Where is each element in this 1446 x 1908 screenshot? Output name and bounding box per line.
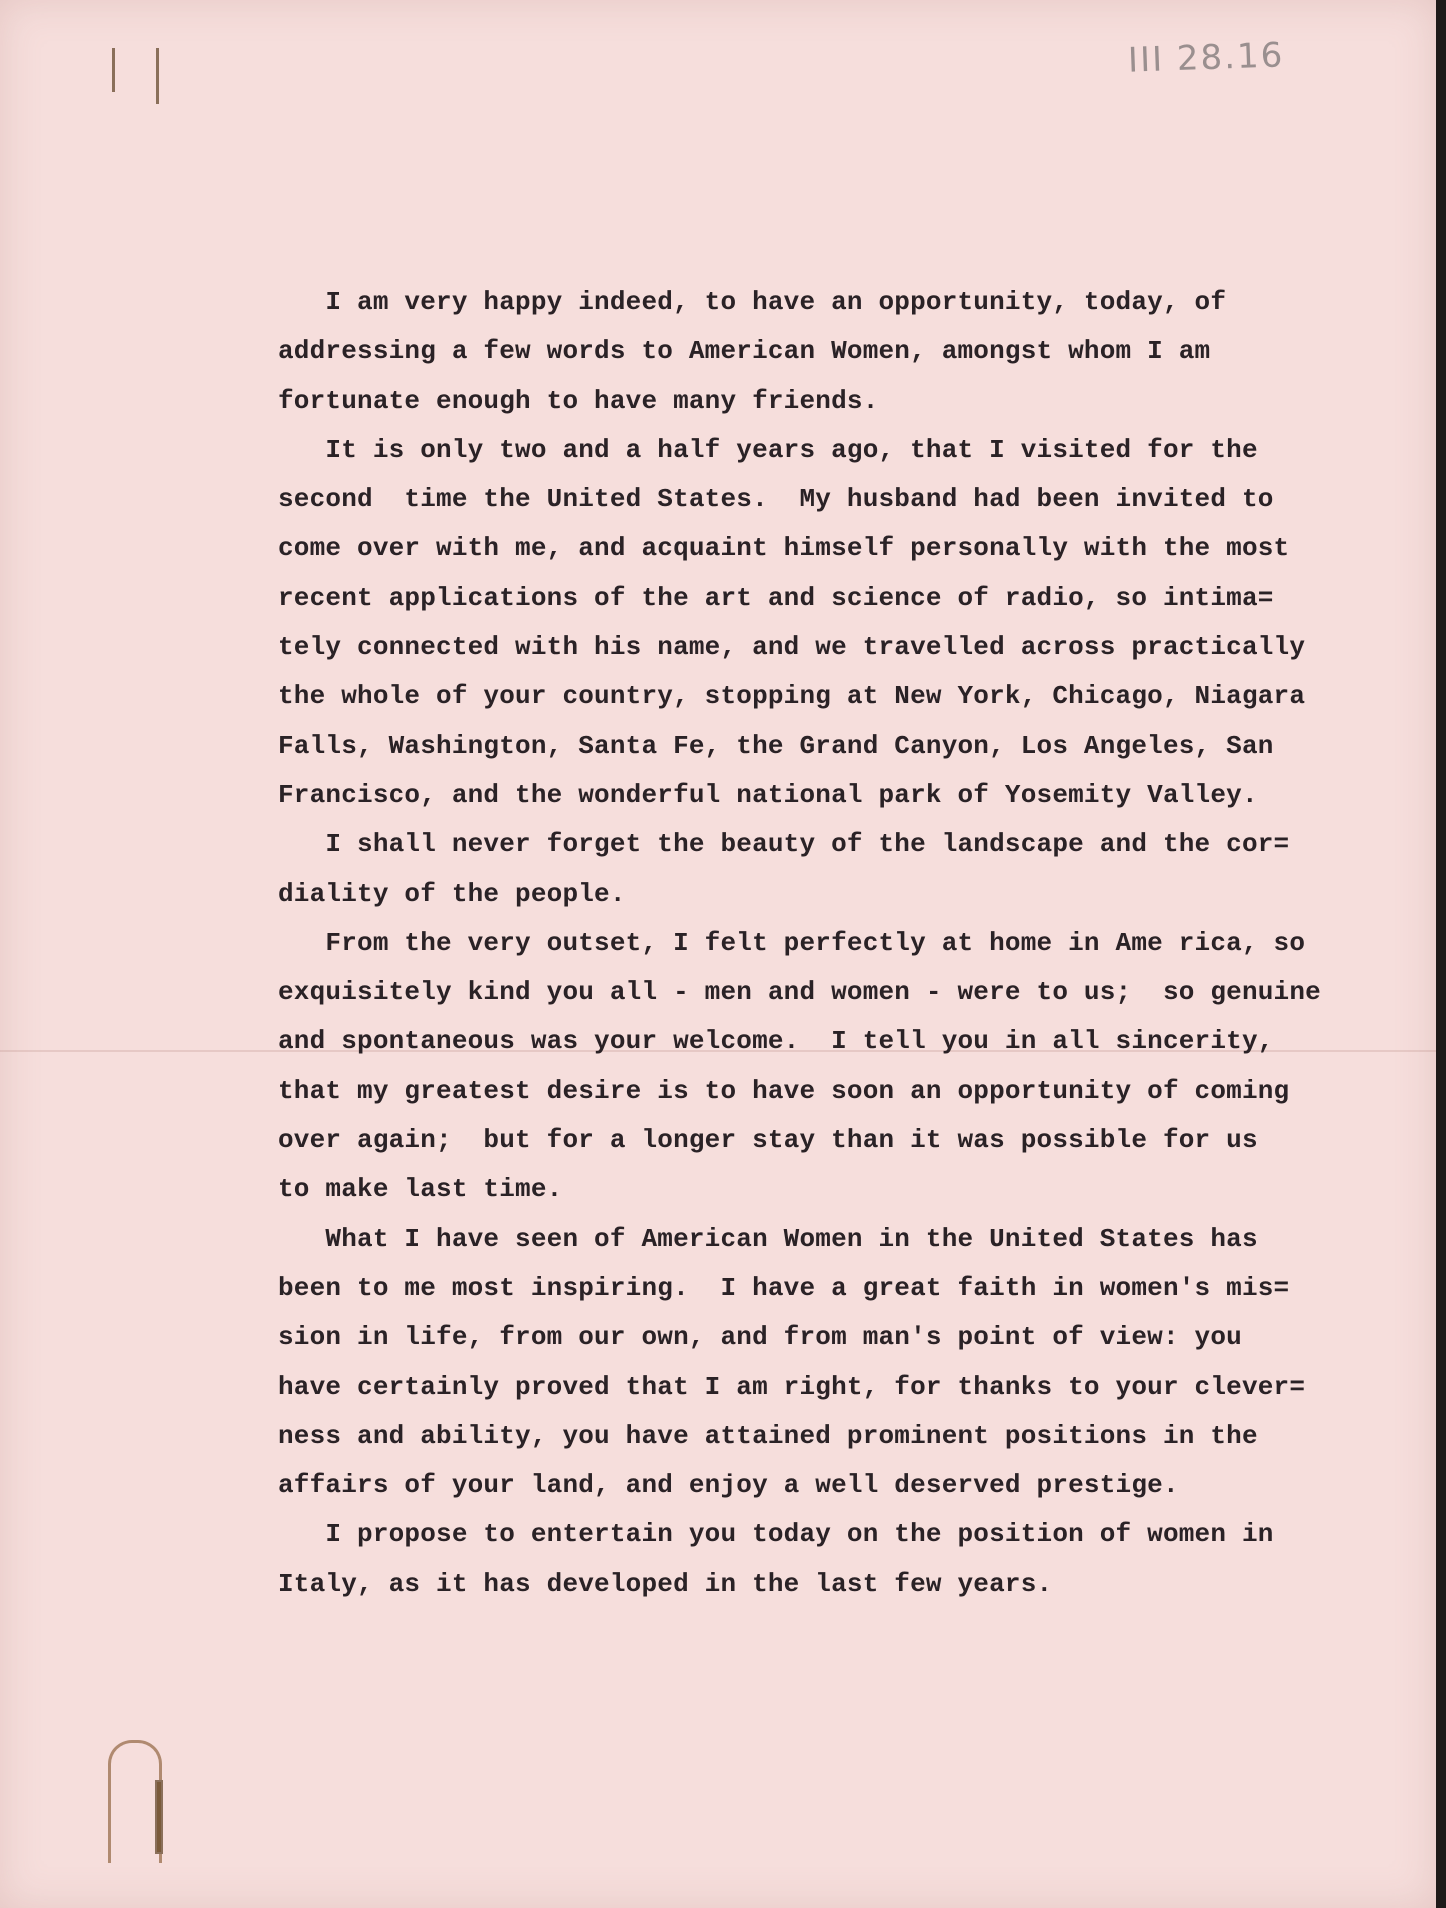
typed-letter-body [278, 278, 1428, 1609]
text-line: recent applications of the art and science of radio, so intima= [278, 582, 1274, 613]
text-line: the whole of your country, stopping at New York, Chicago, Niagara [278, 681, 1306, 712]
staple-mark-icon [108, 1740, 162, 1863]
text-line: tely connected with his name, and we travelled across practically [278, 632, 1306, 663]
text-line: second time the United States. My husband had been invited to [278, 484, 1274, 515]
text-line: I am very happy indeed, to have an opportunity, today, of [278, 287, 1227, 317]
text-line: exquisitely kind you all - men and women - were to us; so genuine [278, 977, 1321, 1008]
text-line: over again; but for a longer stay than it was possible for us [278, 1125, 1258, 1156]
text-line: I propose to entertain you today on the position of women in [278, 1519, 1274, 1550]
text-line: have certainly proved that I am right, for thanks to your clever= [278, 1371, 1306, 1402]
pencil-annotation: III 28.16 [1127, 35, 1285, 81]
rust-stain [155, 1780, 163, 1854]
text-line: Italy, as it has developed in the last few years. [278, 1568, 1053, 1599]
text-line: affairs of your land, and enjoy a well deserved prestige. [278, 1470, 1179, 1501]
text-line: to make last time. [278, 1174, 563, 1205]
text-line: ness and ability, you have attained prominent positions in the [278, 1420, 1258, 1451]
text-line: sion in life, from our own, and from man's point of view: you [278, 1322, 1242, 1353]
text-line: been to me most inspiring. I have a great faith in women's mis= [278, 1272, 1290, 1303]
text-line: fortunate enough to have many friends. [278, 385, 879, 416]
text-line: Francisco, and the wonderful national park of Yosemity Valley. [278, 779, 1258, 810]
scanner-background [1436, 0, 1446, 1908]
text-line: Falls, Washington, Santa Fe, the Grand Canyon, Los Angeles, San [278, 730, 1274, 761]
text-line: addressing a few words to American Women, amongst whom I am [278, 336, 1211, 367]
staple-mark-icon [112, 48, 115, 92]
text-line: What I have seen of American Women in the United States has [278, 1223, 1258, 1254]
text-line: It is only two and a half years ago, that I visited for the [278, 434, 1258, 465]
text-line: diality of the people. [278, 878, 626, 909]
text-line: I shall never forget the beauty of the landscape and the cor= [278, 829, 1290, 860]
text-line: From the very outset, I felt perfectly at home in Ame rica, so [278, 927, 1306, 958]
text-line: and spontaneous was your welcome. I tell you in all sincerity, [278, 1026, 1274, 1057]
text-line: that my greatest desire is to have soon an opportunity of coming [278, 1075, 1290, 1106]
staple-mark-icon [156, 48, 159, 104]
text-line: come over with me, and acquaint himself personally with the most [278, 533, 1290, 564]
